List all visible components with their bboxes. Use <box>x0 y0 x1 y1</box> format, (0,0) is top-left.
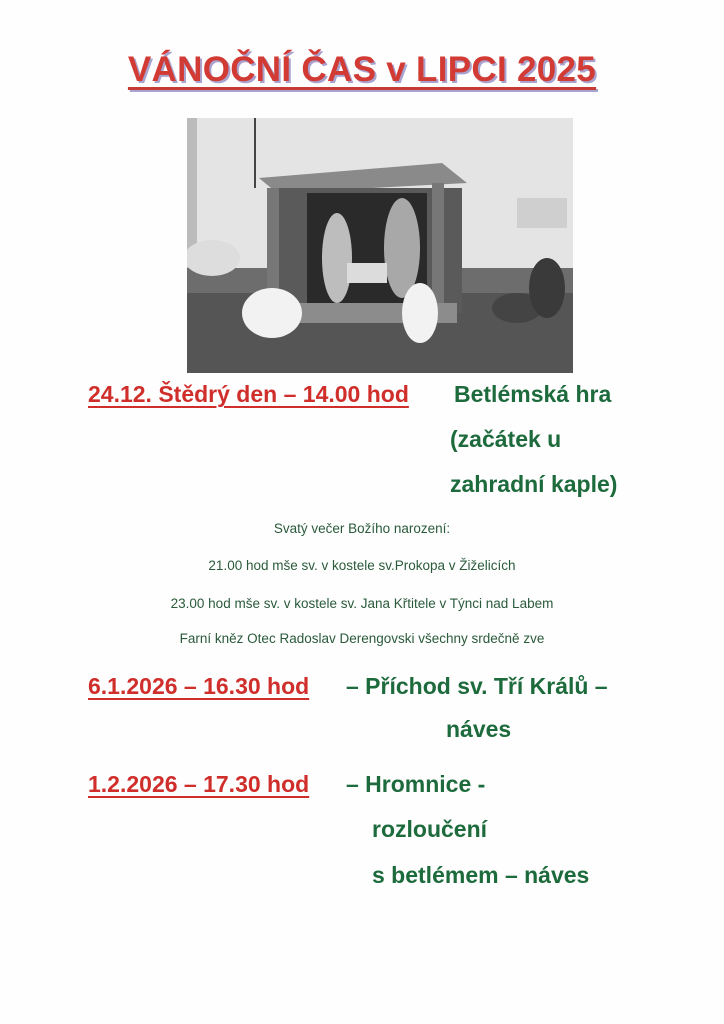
mass-tynec: 23.00 hod mše sv. v kostele sv. Jana Křtitele v Týnci nad Labem <box>170 596 554 611</box>
event-1-desc-line-2: (začátek u <box>450 426 562 452</box>
event-1-datetime: 24.12. Štědrý den – 14.00 hod <box>88 381 409 407</box>
event-3-desc-line-3: s betlémem – náves <box>372 862 590 888</box>
christmas-eve-heading: Svatý večer Božího narození: <box>273 521 451 536</box>
event-3-datetime: 1.2.2026 – 17.30 hod <box>88 771 310 797</box>
event-3-desc-line-2: rozloučení <box>372 816 488 842</box>
event-1-desc-line-3: zahradní kaple) <box>450 471 618 497</box>
mass-zizelice: 21.00 hod mše sv. v kostele sv.Prokopa v Žiželicích <box>208 558 516 573</box>
title-text: VÁNOČNÍ ČAS v LIPCI 2025 <box>127 50 597 89</box>
event-1-desc-line-1: Betlémská hra <box>454 381 612 407</box>
page-title <box>0 50 724 90</box>
event-2-desc-line-1: – Příchod sv. Tří Králů – <box>346 673 608 699</box>
event-2-desc-line-2: náves <box>446 716 512 742</box>
nativity-scene-photo <box>187 118 573 373</box>
priest-invitation: Farní kněz Otec Radoslav Derengovski všechny srdečně zve <box>179 631 545 646</box>
event-3-desc-line-1: – Hromnice - <box>346 771 486 797</box>
event-2-datetime: 6.1.2026 – 16.30 hod <box>88 673 310 699</box>
